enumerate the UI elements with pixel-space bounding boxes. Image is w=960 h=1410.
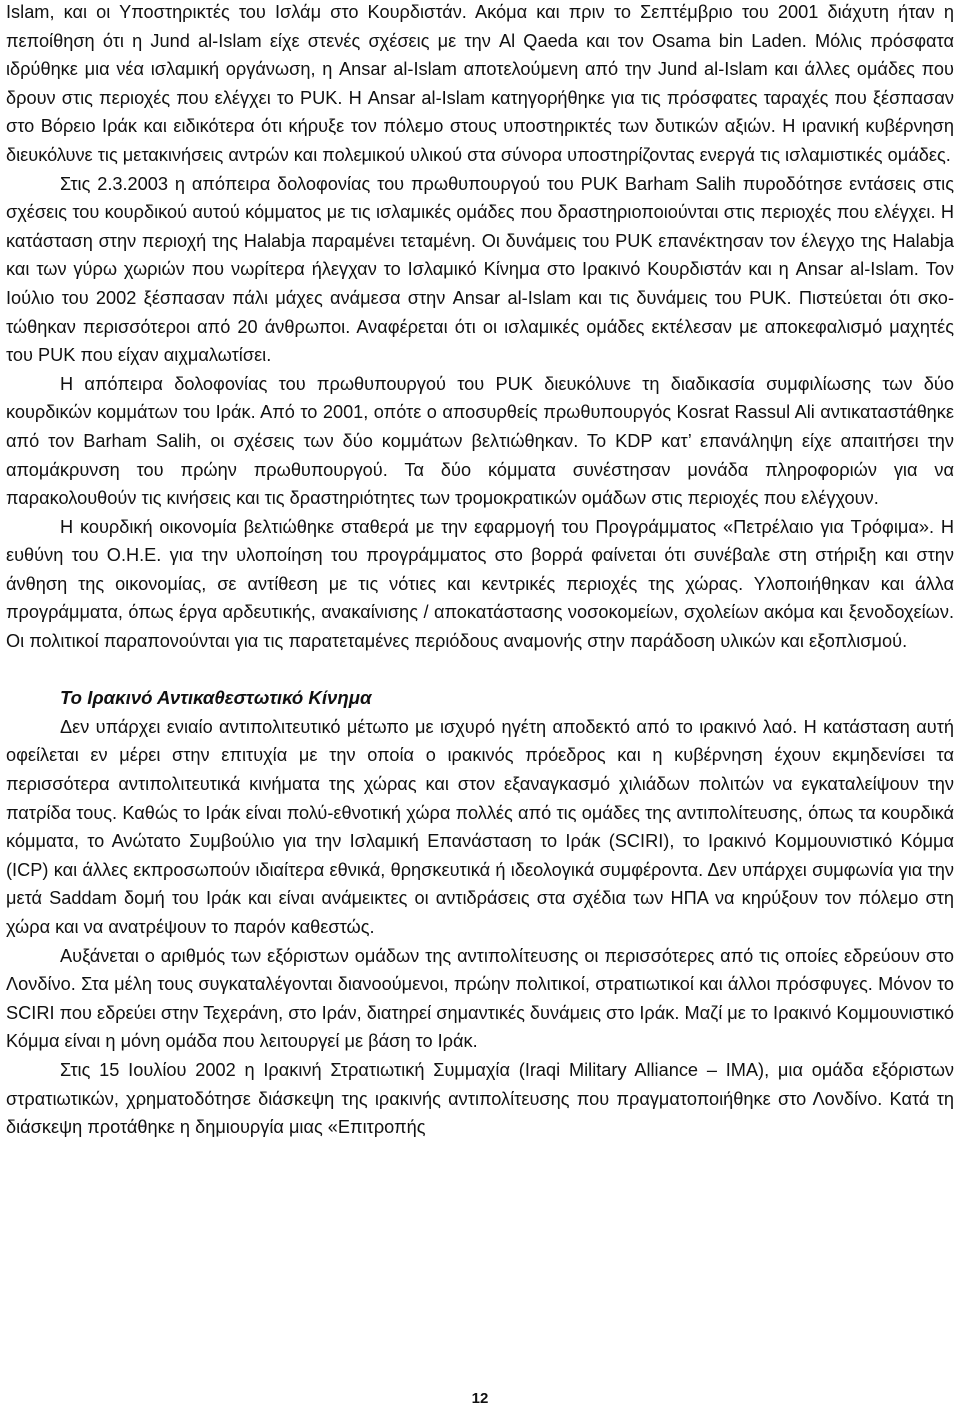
body-text <box>6 0 954 1142</box>
paragraph-7: Στις 15 Ιουλίου 2002 η Ιρακινή Στρατιωτική Συμμαχία (Iraqi Military Alliance – IMA), μια ομάδα εξόριστων στρατιωτικών, χρηματοδότησε διάσκεψη της ιρακινής αντιπολίτευσης που πραγματοποιήθηκε στο Λονδίνο. Κατά τη διάσκεψη προτάθηκε η δημιουργία μιας «Επιτροπής <box>6 1059 954 1138</box>
paragraph-5: Δεν υπάρχει ενιαίο αντιπολιτευτικό μέτωπο με ισχυρό ηγέτη αποδεκτό από το ιρακινό λαό. Η κατάσταση αυτή οφείλεται εν μέρει στην επιτυχία με την οποία ο ιρακινός πρόεδρος και η κυβέρνηση έχουν εκμηδενίσει τα περισσότερα αντιπολιτευτικά κινήματα της χώρας και στον εξαναγκασμό χιλιάδων πολιτών να εγκαταλείψουν την πατρίδα τους. Καθώς το Ιράκ είναι πολύ-εθνοτική χώρα πολλές από τις ομάδες της αντιπολίτευσης, όπως τα κουρδικά κόμματα, το Ανώτατο Συμβούλιο για την Ισλαμική Επανάσταση το Ιράκ (SCIRI), το Ιρακινό Κομμουνιστικό Κόμμα (ICP) και άλλες εκπροσωπούν ιδιαίτερα εθνικά, θρησκευτικά ή ιδεολογικά συμφέροντα. Δεν υπάρχει συμφωνία για την μετά Saddam δομή του Ιράκ και είναι ανάμεικτες οι αντιδράσεις στα σχέδια των ΗΠΑ να κηρύξουν τον πόλεμο στη χώρα και να ανατρέψουν το παρόν καθεστώς. <box>6 716 954 937</box>
paragraph-3: Η απόπειρα δολοφονίας του πρωθυπουργού του PUK διευκόλυνε τη διαδικασία συμφιλίωσης των δύο κουρδικών κομμάτων του Ιράκ. Από το 2001, οπότε ο αποσυρθείς πρωθυπουργός Kosrat Rassul Ali αντικαταστάθηκε από τον Barham Salih, οι σχέσεις των δύο κομμάτων βελτιώθηκαν. Το KDP κατ’ επανάληψη είχε απαιτήσει την απομάκρυνση του πρώην πρωθυπουργού. Τα δύο κόμματα συνέστησαν μονάδα πληροφοριών για να παρακολουθούν τις κινήσεις και τις δραστηριότητες των τρομοκρατικών ομάδων στις περιοχές που ελέγχουν. <box>6 373 954 509</box>
paragraph-2: Στις 2.3.2003 η απόπειρα δολοφονίας του πρωθυπουργού του PUK Barham Salih πυροδότησε εντάσεις στις σχέσεις του κουρδικού αυτού κόμματος με τις ισλαμικές ομάδες που δραστηριοποιούνται στις περιοχές που ελέγχει. Η κατάσταση στην περιοχή της Halabja παραμένει τεταμένη. Οι δυνάμεις του PUK επανέκτησαν τον έλεγχο της Halabja και των γύρω χωριών που νωρίτερα ήλεγχαν το Ισλαμικό Κίνημα στο Ιρακινό Κουρδιστάν και η Ansar al-Islam. Τον Ιούλιο του 2002 ξέσπασαν πάλι μάχες ανάμεσα στην Ansar al-Islam και τις δυνάμεις του PUK. Πιστεύεται ότι σκοτώθηκαν περισσότεροι από 20 άνθρωποι. Αναφέρεται ότι οι ισλαμικές ομάδες εκτέλεσαν με αποκεφαλισμό μαχητές του PUK που είχαν αιχμαλωτίσει. <box>6 173 954 366</box>
paragraph-1: Islam, και οι Υποστηρικτές του Ισλάμ στο Κουρδιστάν. Ακόμα και πριν το Σεπτέμβριο του 2001 διάχυτη ήταν η πεποίθηση ότι η Jund al-Islam είχε στενές σχέσεις με την Al Qaeda και τον Osama bin Laden. Μόλις πρόσφατα ιδρύθηκε μια νέα ισλαμική οργάνωση, η Ansar al-Islam αποτελούμενη από την Jund al-Islam και άλλες ομάδες που δρουν στις περιοχές που ελέγχει το PUK. Η Ansar al-Islam κατηγορήθηκε για τις πρόσφατες ταραχές που ξέσπασαν στο Βόρειο Ιράκ και ειδικότερα ότι κήρυξε τον πόλεμο στους υποστηρικτές των δυτικών αξιών. Η ιρανική κυβέρνηση διευκόλυνε τις μετακινήσεις αντρών και πολεμικού υλικού στα σύνορα υποστηρίζοντας ενεργά τις ισλαμιστικές ομάδες. <box>6 2 954 165</box>
paragraph-4: Η κουρδική οικονομία βελτιώθηκε σταθερά με την εφαρμογή του Προγράμματος «Πετρέλαιο για Τρόφιμα». Η ευθύνη του Ο.Η.Ε. για την υλοποίηση του προγράμματος στο βορρά φαίνεται ότι συνέβαλε στη στήριξη και στην άνθηση της οικονομίας, σε αντίθεση με τις νότιες και κεντρικές περιοχές της χώρας. Υλοποιήθηκαν και άλλα προγράμματα, όπως έργα αρδευτικής, ανακαίνισης / αποκατάστασης νοσοκομείων, σχολείων ακόμα και ξενοδοχείων. Οι πολιτικοί παραπονούνται για τις παρατεταμένες περιόδους αναμονής στην παράδοση υλικών και εξοπλισμού. <box>6 516 954 652</box>
section-heading: Το Ιρακινό Αντικαθεστωτικό Κίνημα <box>60 687 372 709</box>
paragraph-6: Αυξάνεται ο αριθμός των εξόριστων ομάδων της αντιπολίτευσης οι περισσότερες από τις οποίες εδρεύουν στο Λονδίνο. Στα μέλη τους συγκαταλέγονται διανοούμενοι, πρώην πολιτικοί, στρατιωτικοί και άλλοι πρόσφυγες. Μόνον το SCIRI που εδρεύει στην Τεχεράνη, στο Ιράν, διατηρεί σημαντικές δυνάμεις στο Ιράκ. Μαζί με το Ιρακινό Κομμουνιστικό Κόμμα είναι η μόνη ομάδα που λειτουργεί με βάση το Ιράκ. <box>6 945 954 1052</box>
page-number: 12 <box>471 1390 489 1407</box>
section-spacer <box>6 656 954 685</box>
